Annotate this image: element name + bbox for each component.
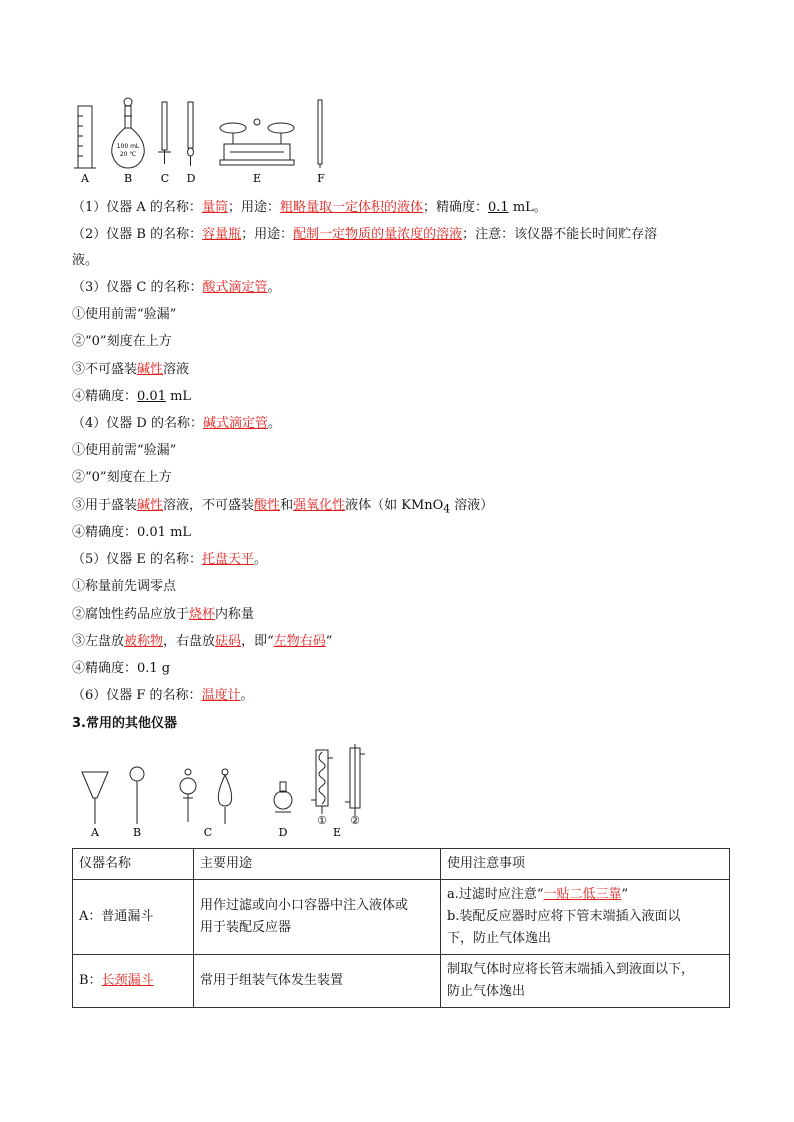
row2-note-line-1: 制取气体时应将长管末端插入到液面以下， — [447, 962, 695, 977]
item-3-point-3-suffix: 溶液 — [163, 362, 190, 377]
item-1-precision-label: ；精确度： — [422, 200, 488, 215]
item-3-point-1: ①使用前需“验漏” — [72, 307, 177, 322]
item-4-line — [72, 414, 281, 434]
measuring-cylinder-drawing — [74, 106, 96, 168]
answer-c-name: 酸式滴定管 — [202, 280, 268, 295]
row2-use: 常用于组装气体发生装置 — [194, 955, 441, 1008]
label-f: F — [317, 172, 325, 185]
item-3-point-4 — [72, 387, 191, 407]
row1-use-line-1: 用作过滤或向小口容器中注入液体或 — [200, 898, 409, 913]
table-header-row — [73, 849, 730, 880]
header-notes: 使用注意事项 — [441, 849, 730, 880]
item-5-point-2-suffix: 内称量 — [215, 607, 255, 622]
row1-use — [194, 880, 441, 955]
item-3-line — [72, 278, 281, 298]
fig2-label-b: B — [132, 826, 142, 839]
label-a: A — [81, 172, 89, 185]
item-6-suffix: 。 — [240, 688, 254, 703]
item-2-note: ；注意：该仪器不能长时间贮存溶 — [462, 227, 658, 242]
fig2-sub-label-1: ① — [317, 814, 327, 827]
item-2-use-label: ；用途： — [241, 227, 294, 242]
answer-d-name: 碱式滴定管 — [202, 416, 268, 431]
table-row — [73, 880, 730, 955]
item-5-point-4: ④精确度：0.1 g — [72, 661, 171, 676]
row1-use-line-2: 用于装配反应器 — [200, 920, 292, 935]
separatory-funnel-pear-drawing — [218, 769, 231, 824]
answer-e-name: 托盘天平 — [202, 552, 255, 567]
answer-e-object: 被称物 — [124, 634, 164, 649]
item-4-point-2: ②“0”刻度在上方 — [72, 470, 172, 485]
item-5-point-3-prefix: ③左盘放 — [72, 634, 125, 649]
label-b: B — [123, 172, 133, 185]
instrument-figure-1 — [70, 96, 370, 188]
item-4-point-3-and: 和 — [280, 498, 294, 513]
row1-note-b-line-1: b.装配反应器时应将下管末端插入液面以 — [447, 909, 681, 924]
item-3-unit: mL — [165, 389, 192, 404]
table-row — [73, 955, 730, 1008]
instrument-figure-2 — [70, 740, 390, 840]
header-use: 主要用途 — [194, 849, 441, 880]
thermometer-drawing — [318, 100, 322, 168]
fig2-label-e: E — [332, 826, 342, 839]
row1-note-a — [447, 884, 723, 906]
item-1-line — [72, 198, 547, 218]
item-2-line — [72, 225, 657, 245]
answer-c-alkaline: 碱性 — [137, 362, 164, 377]
item-5-point-3 — [72, 632, 332, 652]
row2-name-answer: 长颈漏斗 — [101, 973, 154, 988]
row2-notes — [441, 955, 730, 1008]
item-3-point-3 — [72, 360, 189, 380]
row1-note-a-pre: a.过滤时应注意“ — [447, 887, 544, 902]
fig2-label-a: A — [91, 826, 99, 839]
row2-name-prefix: B： — [79, 973, 102, 988]
item-4-point-3-prefix: ③用于盛装 — [72, 498, 138, 513]
item-5-prefix: （5）仪器 E 的名称： — [72, 552, 203, 567]
label-e: E — [252, 172, 262, 185]
separatory-funnel-round-drawing — [180, 769, 196, 822]
answer-d-oxidizing: 强氧化性 — [293, 498, 346, 513]
item-6-line — [72, 686, 254, 706]
item-2-prefix: （2）仪器 B 的名称： — [72, 227, 203, 242]
item-3-point-3-prefix: ③不可盛装 — [72, 362, 138, 377]
item-4-point-1: ①使用前需“验漏” — [72, 443, 177, 458]
funnel-drawing — [82, 772, 108, 824]
item-4-prefix: （4）仪器 D 的名称： — [72, 416, 203, 431]
item-5-line — [72, 550, 267, 570]
row1-notes — [441, 880, 730, 955]
row1-note-b-line-2: 下，防止气体逸出 — [447, 931, 552, 946]
item-1-use-label: ；用途： — [227, 200, 280, 215]
row1-note-a-answer: 一贴二低三靠 — [543, 887, 622, 902]
item-4-point-4: ④精确度：0.01 mL — [72, 525, 192, 540]
item-6-prefix: （6）仪器 F 的名称： — [72, 688, 202, 703]
answer-b-use: 配制一定物质的量浓度的溶液 — [293, 227, 463, 242]
item-4-point-3-example: 液体（如 KMnO — [345, 498, 444, 513]
answer-f-name: 温度计 — [201, 688, 241, 703]
item-3-prefix: （3）仪器 C 的名称： — [72, 280, 203, 295]
answer-d-acidic: 酸性 — [254, 498, 281, 513]
answer-b-name: 容量瓶 — [202, 227, 242, 242]
row2-name — [73, 955, 194, 1008]
fig2-label-c: C — [203, 826, 213, 839]
label-c: C — [160, 172, 170, 185]
fig2-label-d: D — [278, 826, 288, 839]
answer-a-use: 粗略量取一定体积的液体 — [279, 200, 423, 215]
item-5-suffix: 。 — [254, 552, 268, 567]
long-neck-funnel-drawing — [130, 767, 144, 824]
item-4-point-3 — [72, 496, 493, 520]
item-4-suffix: 。 — [267, 416, 281, 431]
condenser-1-drawing — [311, 750, 333, 814]
item-5-point-3-end: ” — [325, 634, 333, 649]
item-3-point-2: ②“0”刻度在上方 — [72, 334, 172, 349]
answer-e-beaker: 烧杯 — [189, 607, 216, 622]
instrument-table — [72, 848, 730, 1008]
row1-name: A：普通漏斗 — [73, 880, 194, 955]
answer-d-alkaline: 碱性 — [137, 498, 164, 513]
base-burette-drawing — [188, 102, 194, 166]
item-1-unit: mL。 — [508, 200, 547, 215]
answer-e-weights: 砝码 — [215, 634, 242, 649]
header-name: 仪器名称 — [73, 849, 194, 880]
kmno4-subscript: 4 — [443, 502, 451, 516]
item-2-continuation: 液。 — [72, 253, 99, 268]
answer-e-rule: 左物右码 — [273, 634, 326, 649]
item-3-suffix: 。 — [267, 280, 281, 295]
item-3-precision-label: ④精确度： — [72, 389, 138, 404]
round-flask-drawing — [274, 782, 292, 812]
item-5-point-1: ①称量前先调零点 — [72, 579, 177, 594]
section-3-title: 3.常用的其他仪器 — [72, 716, 177, 731]
condenser-2-drawing — [345, 744, 365, 816]
item-4-point-3-end: 溶液） — [450, 498, 494, 513]
acid-burette-drawing — [158, 102, 171, 164]
item-4-point-3-mid: 溶液，不可盛装 — [163, 498, 255, 513]
row1-note-a-post: ” — [621, 887, 629, 902]
answer-a-name: 量筒 — [201, 200, 228, 215]
row2-note-line-2: 防止气体逸出 — [447, 984, 526, 999]
flask-volume-label: 100 mL — [116, 143, 140, 150]
item-5-point-3-mid: ，右盘放 — [163, 634, 216, 649]
fig2-sub-label-2: ② — [350, 814, 360, 827]
item-5-point-2 — [72, 605, 254, 625]
label-d: D — [186, 172, 196, 185]
item-5-point-2-prefix: ②腐蚀性药品应放于 — [72, 607, 190, 622]
flask-temperature-label: 20 ℃ — [119, 151, 137, 158]
balance-drawing — [220, 119, 294, 165]
item-5-point-3-ie: ，即“ — [241, 634, 274, 649]
precision-a-value: 0.1 — [488, 200, 509, 215]
precision-c-value: 0.01 — [137, 389, 166, 404]
item-1-prefix: （1）仪器 A 的名称： — [72, 200, 202, 215]
